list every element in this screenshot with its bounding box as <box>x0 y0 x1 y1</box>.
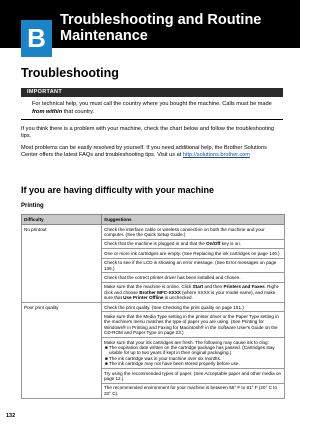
chapter-title-line2: Maintenance <box>60 28 148 44</box>
important-label: IMPORTANT <box>27 89 62 95</box>
suggestion-cell: Try using the recommended types of paper. (See Acceptable paper and other media on page 12.) <box>102 369 285 384</box>
important-text <box>32 101 282 116</box>
suggestion-cell: One or more ink cartridges are empty. (See Replacing the ink cartridges on page 146.) <box>102 249 285 258</box>
suggestion-cell: Make sure that the Media Type setting in the printer driver or the Paper Type setting in the machine's menu matches the type of paper you are using. (See Printing for Windows® in Printing and Faxing for Macintosh® in the Software User's Guide on the CD-ROM and Paper Type on page 23.) <box>102 312 285 338</box>
bullet-text: The ink cartridge may not have been stored properly before use. <box>108 361 240 367</box>
solutions-center-link[interactable]: http://solutions.brother.com <box>182 152 250 159</box>
suggestion-text: (where XXXX is your model name), and make sure that <box>104 289 276 301</box>
important-text-part2: that country. <box>62 108 95 115</box>
suggestion-ui-name: Use Printer Offline <box>123 295 164 301</box>
section-title: Troubleshooting <box>21 66 119 80</box>
suggestion-text: . Right-click and choose <box>104 284 280 295</box>
bullet-text: The ink cartridge was in your machine over six months. <box>108 355 222 361</box>
chapter-title <box>60 12 261 44</box>
suggestion-cell: Check to see if the LCD is showing an error message. (See Error messages on page 136.) <box>102 258 285 273</box>
suggestion-text: is unchecked. <box>163 295 193 301</box>
suggestion-ui-name: Printers and Faxes <box>223 284 265 290</box>
difficulty-cell: Poor print quality <box>22 303 102 399</box>
suggestion-cell: Check that the correct printer driver has been installed and chosen. <box>102 273 285 282</box>
difficulty-cell: No printout <box>22 225 102 303</box>
subsection-title: If you are having difficulty with your machine <box>21 185 215 195</box>
chapter-badge <box>21 20 52 57</box>
suggestion-key-name: On/Off <box>206 241 221 247</box>
bullet-text: The expiration date written on the cartridge package has passed. (Cartridges stay usable for up to two years if kept in their original packaging.) <box>108 345 275 356</box>
important-text-emphasis: from within <box>32 108 63 115</box>
suggestion-text: key is on. <box>220 241 242 247</box>
suggestion-ui-name: Start <box>192 284 204 290</box>
suggestion-cell: Check the print quality. (See Checking the print quality on page 151.) <box>102 303 285 312</box>
suggestion-cell <box>102 282 285 302</box>
page-number: 132 <box>6 413 16 419</box>
table-title: Printing <box>21 203 44 209</box>
column-header-suggestions: Suggestions <box>102 215 285 225</box>
suggestion-ui-name: Brother MFC-XXXX <box>139 289 181 295</box>
intro-paragraph-2-text: Most problems can be easily resolved by yourself. If you need additional help, the Brother Solutions Center offers the latest FAQs and troubleshooting tips. Visit us at <box>21 145 267 159</box>
suggestion-cell: The recommended environment for your machine is between 68° F to 91° F (20° C to 33° C). <box>102 383 285 398</box>
suggestion-cell <box>102 338 285 369</box>
chapter-letter: B <box>27 23 46 53</box>
suggestion-text: Make sure that your ink cartridges are fresh. The following may cause ink to clog: <box>104 339 269 345</box>
table-header-row <box>22 215 285 225</box>
intro-paragraph-1: If you think there is a problem with your machine, check the chart below and follow the troubleshooting tips. <box>21 126 275 140</box>
suggestion-cell <box>102 239 285 248</box>
suggestion-cell: Check the interface cable or wireless connection on both the machine and your computer. (See the Quick Setup Guide.) <box>102 225 285 240</box>
troubleshooting-table <box>21 214 285 399</box>
suggestion-text: and then <box>203 284 224 290</box>
important-divider <box>21 119 283 120</box>
intro-paragraph-2 <box>21 145 283 160</box>
bullet-item: ■ The ink cartridge may not have been stored properly before use. <box>105 361 240 367</box>
suggestion-text: Make sure that the machine is online. Click <box>104 284 193 290</box>
table-row <box>22 225 285 240</box>
column-header-difficulty: Difficulty <box>22 215 102 225</box>
important-text-part1: For technical help, you must call the country where you bought the machine. Calls must be made <box>32 101 272 107</box>
suggestion-text: Check that the machine is plugged in and that the <box>104 241 207 247</box>
bullet-item: ■ The expiration date written on the cartridge package has passed. (Cartridges stay usable for up to two years if kept in their original packaging.) <box>105 345 275 356</box>
chapter-title-line1: Troubleshooting and Routine <box>60 12 262 28</box>
bullet-item: ■ The ink cartridge was in your machine over six months. <box>105 355 222 361</box>
table-row <box>22 303 285 312</box>
